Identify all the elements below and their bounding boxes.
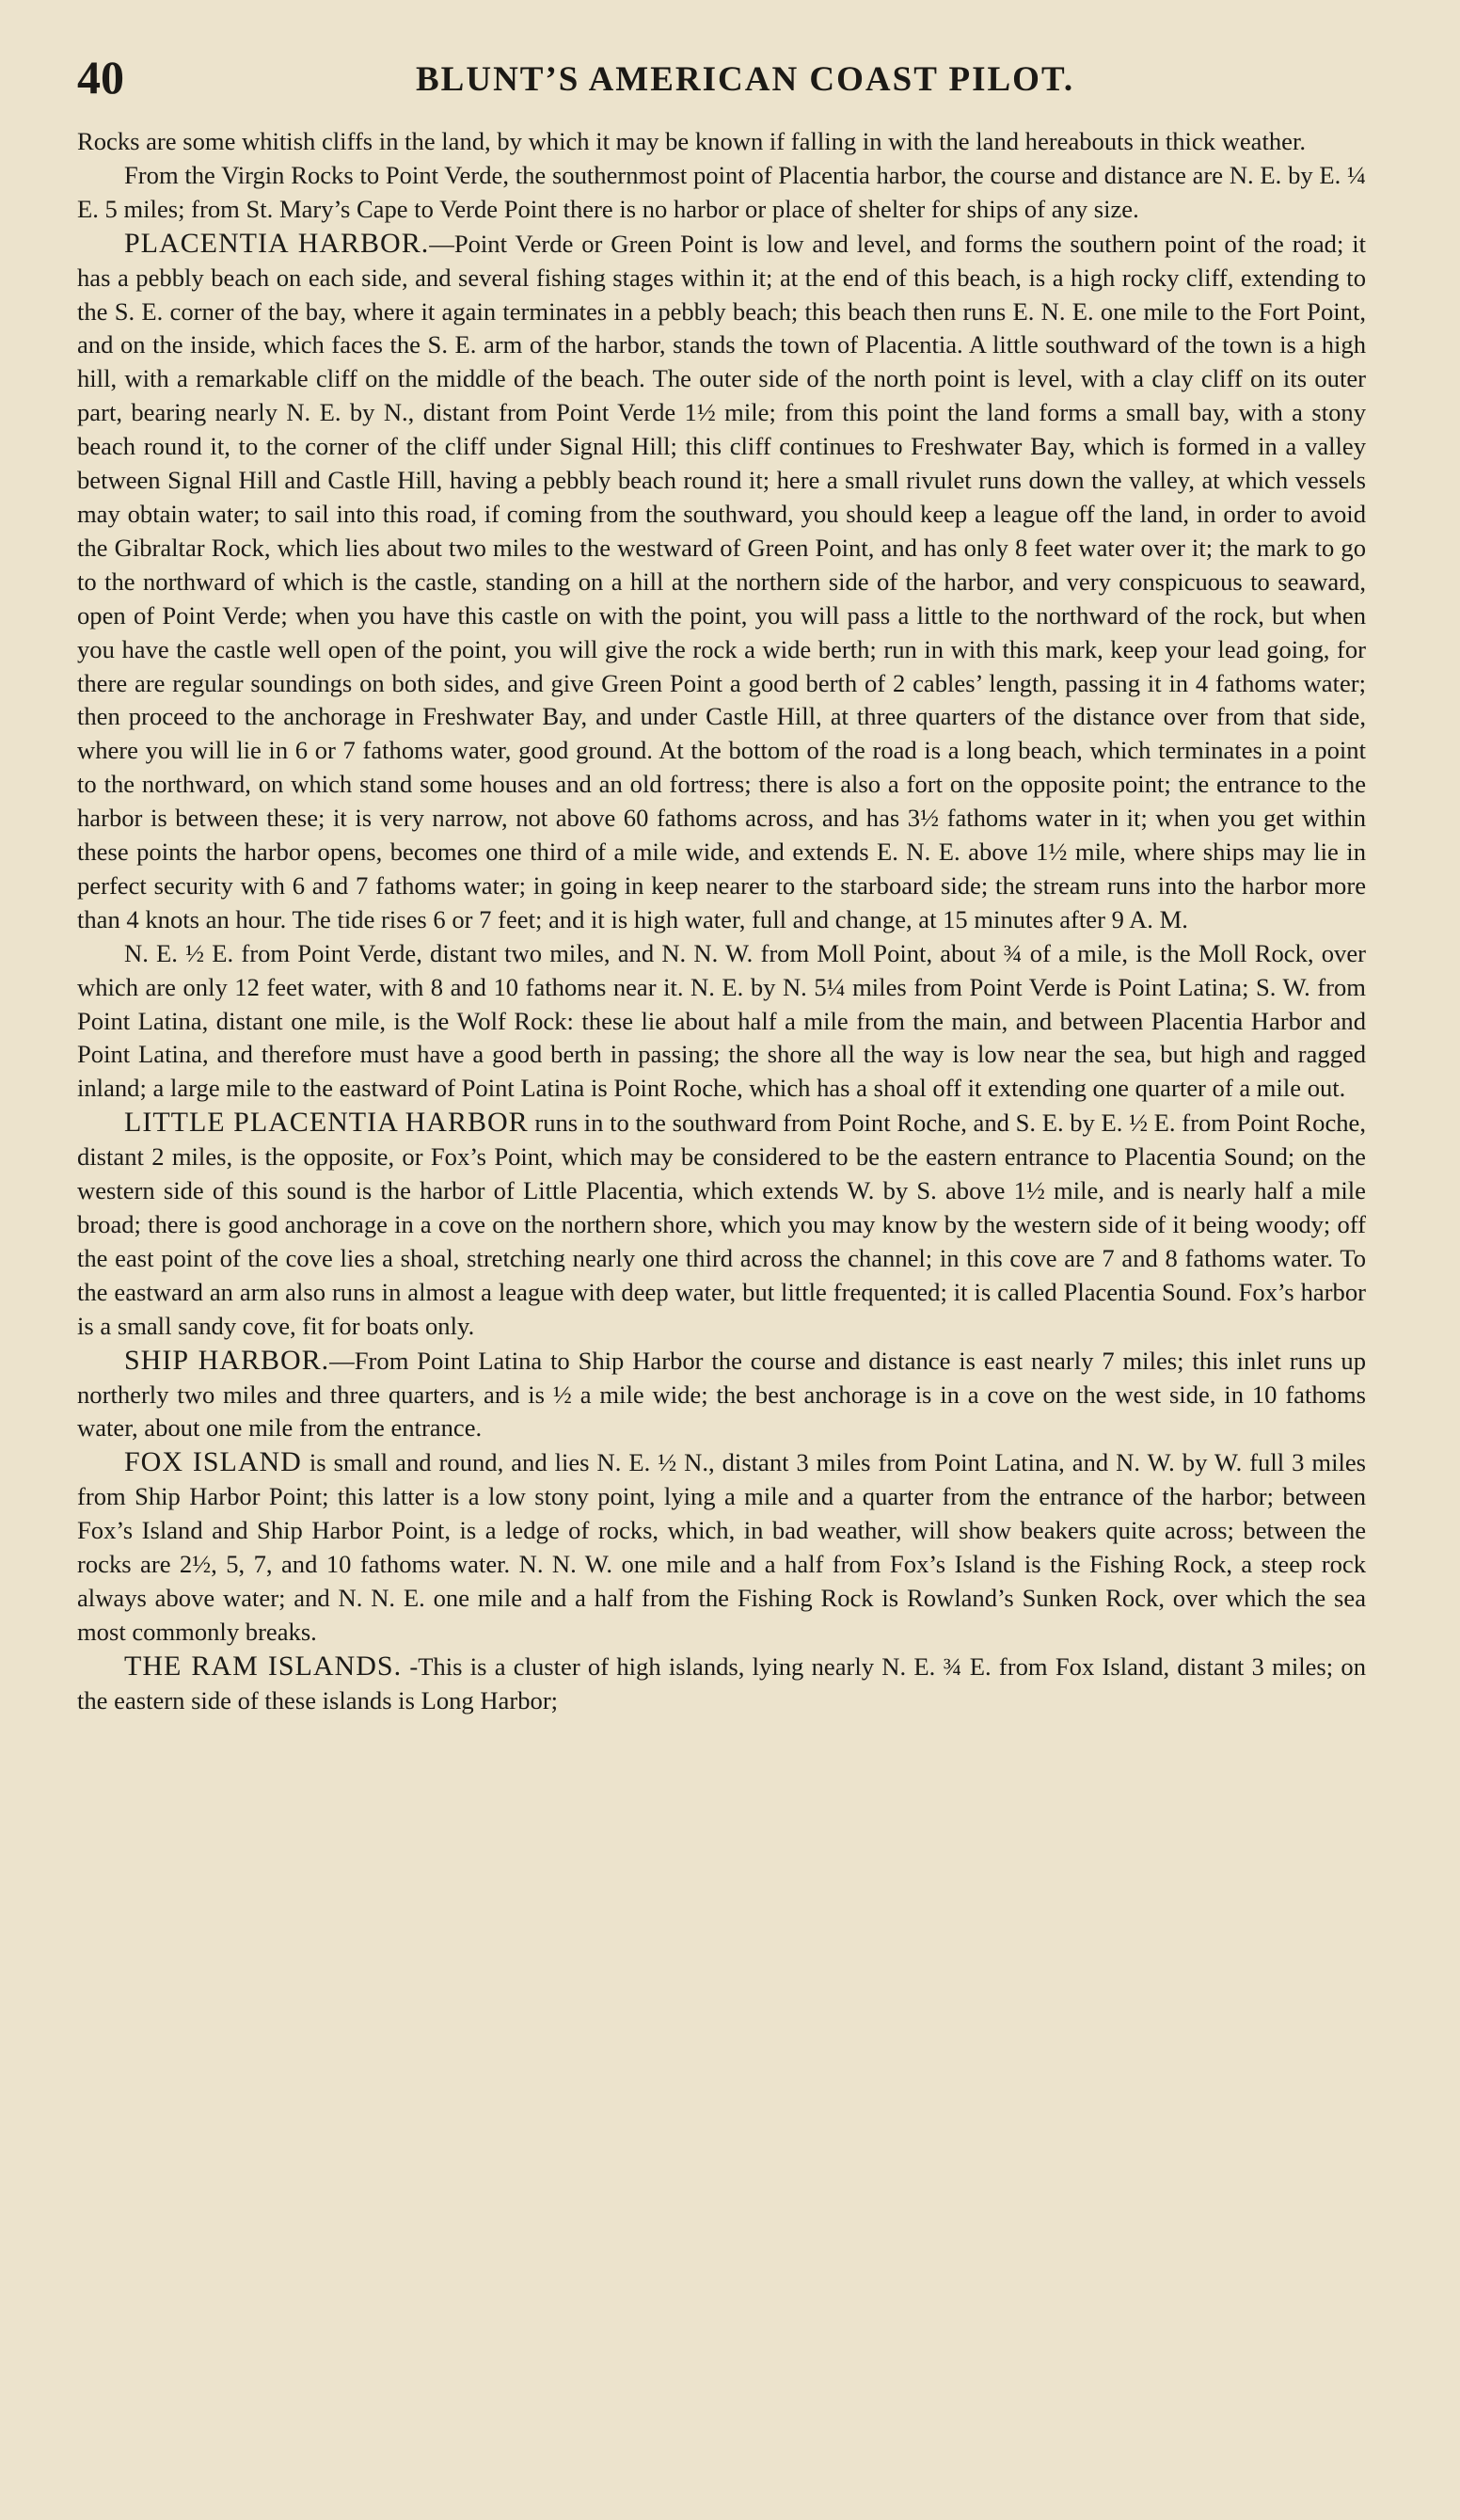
paragraph-moll-rock	[77, 937, 1366, 1107]
paragraph-virgin-rocks	[77, 159, 1366, 227]
paragraph-cliffs-continuation	[77, 125, 1366, 159]
running-title: BLUNT’S AMERICAN COAST PILOT.	[416, 60, 1075, 99]
paragraph-text: —Point Verde or Green Point is low and level, and forms the southern point of the road; it has a pebbly beach on each side, and several fishing stages within it; at the end of this beach, is a high rocky cliff, extending to the S. E. corner of the bay, where it again terminates in a pebbly beach; this beach then runs E. N. E. one mile to the Fort Point, and on the inside, which faces the S. E. arm of the harbor, stands the town of Placentia. A little southward of the town is a high hill, with a remarkable cliff on the middle of the beach. The outer side of the north point is level, with a clay cliff on its outer part, bearing nearly N. E. by N., distant from Point Verde 1½ mile; from this point the land forms a small bay, with a stony beach round it, to the corner of the cliff under Signal Hill; this cliff continues to Freshwater Bay, which is formed in a valley between Signal Hill and Castle Hill, having a pebbly beach round it; here a small rivulet runs down the valley, at which vessels may obtain water; to sail into this road, if coming from the southward, you should keep a league off the land, in order to avoid the Gibraltar Rock, which lies about two miles to the westward of Green Point, and has only 8 feet water over it; the mark to go to the northward of which is the castle, standing on a hill at the northern side of the harbor, and very conspicuous to seaward, open of Point Verde; when you have this castle on with the point, you will pass a little to the northward of the rock, but when you have the castle well open of the point, you will give the rock a wide berth; run in with this mark, keep your lead going, for there are regular soundings on both sides, and give Green Point a good berth of 2 cables’ length, passing it in 4 fathoms water; then proceed to the anchorage in Freshwater Bay, and under Castle Hill, at three quarters of the distance over from that side, where you will lie in 6 or 7 fathoms water, good ground. At the bottom of the road is a long beach, which terminates in a point to the northward, on which stand some houses and an old fortress; there is also a fort on the opposite point; the entrance to the harbor is between these; it is very narrow, not above 60 fathoms across, and has 3½ fathoms water in it; when you get within these points the harbor opens, becomes one third of a mile wide, and extends E. N. E. above 1½ mile, where ships may lie in perfect security with 6 and 7 fathoms water; in going in keep nearer to the starboard side; the stream runs into the harbor more than 4 knots an hour. The tide rises 6 or 7 feet; and it is high water, full and change, at 15 minutes after 9 A. M.	[77, 229, 1366, 933]
section-heading: FOX ISLAND	[124, 1446, 302, 1478]
paragraph-text: —From Point Latina to Ship Harbor the course and distance is east nearly 7 miles; this inlet runs up northerly two miles and three quarters, and is ½ a mile wide; the best anchorage is in a cove on the west side, in 10 fathoms water, about one mile from the entrance.	[77, 1346, 1367, 1443]
section-heading: THE RAM ISLANDS.	[124, 1650, 403, 1682]
paragraph-text: -This is a cluster of high islands, lying nearly N. E. ¾ E. from Fox Island, distant 3 miles; on the eastern side of these islands is Long Harbor;	[77, 1651, 1366, 1715]
paragraph-placentia-harbor	[77, 227, 1366, 937]
paragraph-text: From the Virgin Rocks to Point Verde, the southernmost point of Placentia harbor, the course and distance are N. E. by E. ¼ E. 5 miles; from St. Mary’s Cape to Verde Point there is no harbor or place of shelter for ships of any size.	[77, 160, 1366, 223]
page-number: 40	[77, 51, 124, 104]
paragraph-text: Rocks are some whitish cliffs in the land, by which it may be known if falling in with the land hereabouts in thick weather.	[77, 127, 1307, 155]
page-header	[77, 49, 1375, 115]
body-text	[77, 125, 1366, 1718]
section-heading: SHIP HARBOR.	[124, 1344, 330, 1376]
paragraph-text: N. E. ½ E. from Point Verde, distant two miles, and N. N. W. from Moll Point, about ¾ of a mile, is the Moll Rock, over which are only 12 feet water, with 8 and 10 fathoms near it. N. E. by N. 5¼ miles from Point Verde is Point Latina; S. W. from Point Latina, distant one mile, is the Wolf Rock: these lie about half a mile from the main, and between Placentia Harbor and Point Latina, and therefore must have a good berth in passing; the shore all the way is low near the sea, but high and ragged inland; a large mile to the eastward of Point Latina is Point Roche, which has a shoal off it extending one quarter of a mile out.	[77, 938, 1366, 1103]
paragraph-text: runs in to the southward from Point Roche, and S. E. by E. ½ E. from Point Roche, distant 2 miles, is the opposite, or Fox’s Point, which may be considered to be the eastern entrance to Placentia Sound; on the western side of this sound is the harbor of Little Placentia, which extends W. by S. above 1½ mile, and is nearly half a mile broad; there is good anchorage in a cove on the northern shore, which you may know by the western side of it being woody; off the east point of the cove lies a shoal, stretching nearly one third across the channel; in this cove are 7 and 8 fathoms water. To the eastward an arm also runs in almost a league with deep water, but little frequented; it is called Placentia Sound. Fox’s harbor is a small sandy cove, fit for boats only.	[77, 1108, 1366, 1340]
paragraph-text: is small and round, and lies N. E. ½ N., distant 3 miles from Point Latina, and N. W. by W. full 3 miles from Ship Harbor Point; this latter is a low stony point, lying a mile and a quarter from the entrance of the harbor; between Fox’s Island and Ship Harbor Point, is a ledge of rocks, which, in bad weather, will show beakers quite across; between the rocks are 2½, 5, 7, and 10 fathoms water. N. N. W. one mile and a half from Fox’s Island is the Fishing Rock, a steep rock always above water; and N. N. E. one mile and a half from the Fishing Rock is Rowland’s Sunken Rock, over which the sea most commonly breaks.	[77, 1448, 1367, 1646]
paragraph-ram-islands	[77, 1650, 1366, 1718]
paragraph-little-placentia-harbor	[77, 1106, 1366, 1343]
paragraph-ship-harbor	[77, 1344, 1366, 1446]
paragraph-fox-island	[77, 1445, 1366, 1649]
section-heading: PLACENTIA HARBOR.	[124, 227, 430, 259]
section-heading: LITTLE PLACENTIA HARBOR	[124, 1107, 529, 1139]
